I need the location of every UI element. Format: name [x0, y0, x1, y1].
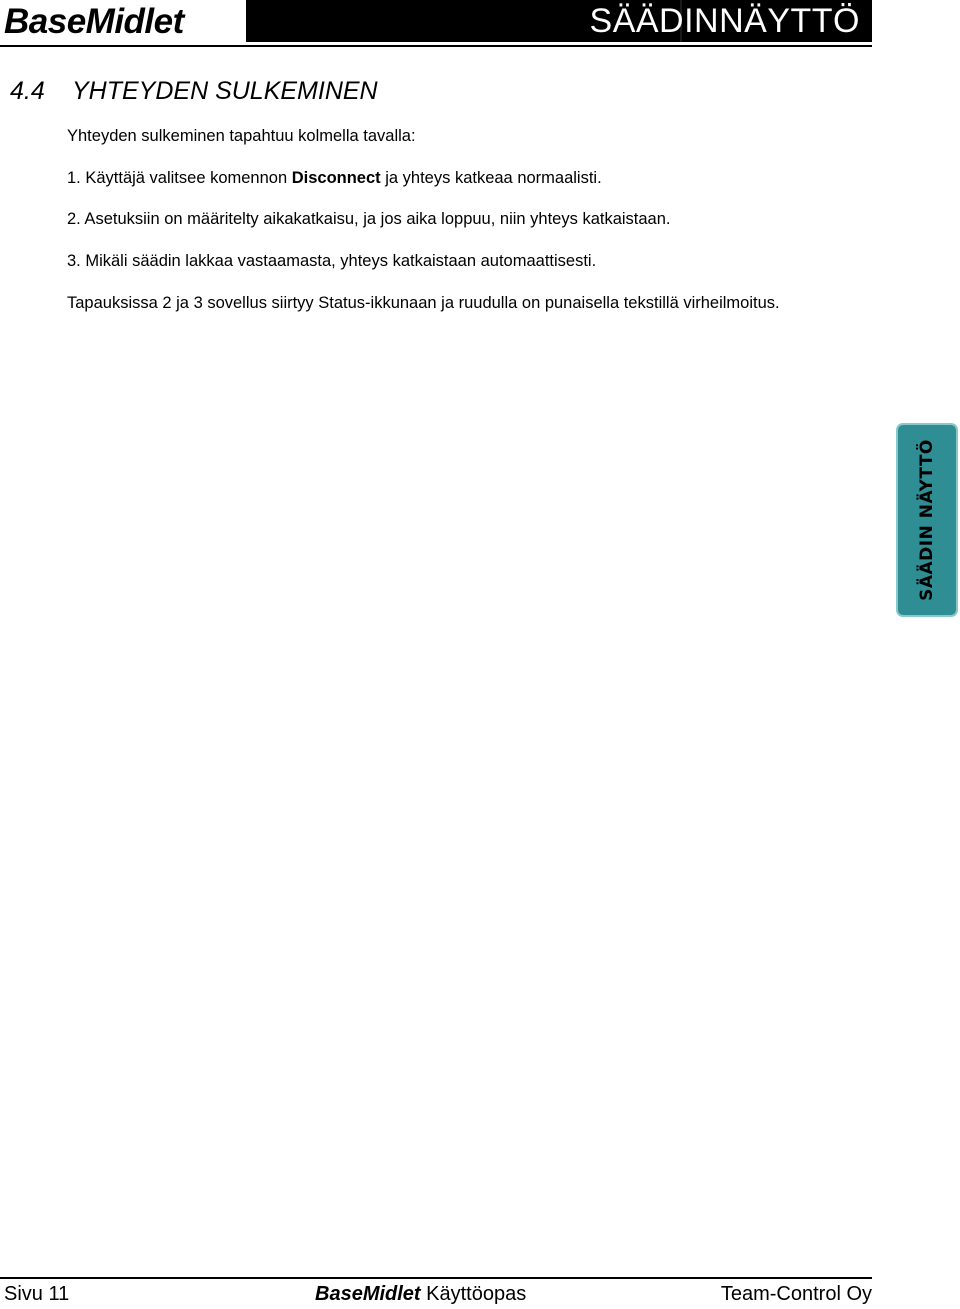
footer-doc-title [315, 1281, 526, 1307]
section-number: 4.4 [10, 77, 45, 105]
side-tab-label: SÄÄDIN NÄYTTÖ [917, 439, 937, 601]
list-item-1-suffix: ja yhteys katkeaa normaalisti. [380, 169, 602, 187]
list-item-1 [67, 167, 602, 189]
side-tab[interactable] [896, 423, 958, 617]
list-item-2: 2. Asetuksiin on määritelty aikakatkaisu, ja jos aika loppuu, niin yhteys katkaistaan. [67, 210, 671, 228]
header-bar [246, 0, 872, 42]
footer-doc-name: Käyttöopas [420, 1283, 527, 1305]
footer-rule [0, 1277, 872, 1279]
footer-brand: BaseMidlet [315, 1283, 421, 1305]
page-footer [0, 1281, 872, 1307]
intro-paragraph: Yhteyden sulkeminen tapahtuu kolmella tavalla: [67, 127, 416, 145]
list-item-1-prefix: 1. Käyttäjä valitsee komennon [67, 169, 292, 187]
section-title: YHTEYDEN SULKEMINEN [72, 77, 378, 105]
page-header [0, 0, 872, 50]
page-number: Sivu 11 [4, 1283, 70, 1305]
list-item-3: 3. Mikäli säädin lakkaa vastaamasta, yhteys katkaistaan automaattisesti. [67, 252, 597, 270]
conclusion-paragraph: Tapauksissa 2 ja 3 sovellus siirtyy Status-ikkunaan ja ruudulla on punaisella tekstillä virheilmoitus. [67, 294, 780, 312]
footer-company: Team-Control Oy [720, 1283, 872, 1305]
disconnect-command: Disconnect [291, 169, 381, 187]
header-rule [0, 45, 872, 47]
section-heading [10, 76, 378, 106]
header-title: SÄÄDINNÄYTTÖ [589, 2, 860, 40]
brand-logo: BaseMidlet [4, 2, 184, 41]
